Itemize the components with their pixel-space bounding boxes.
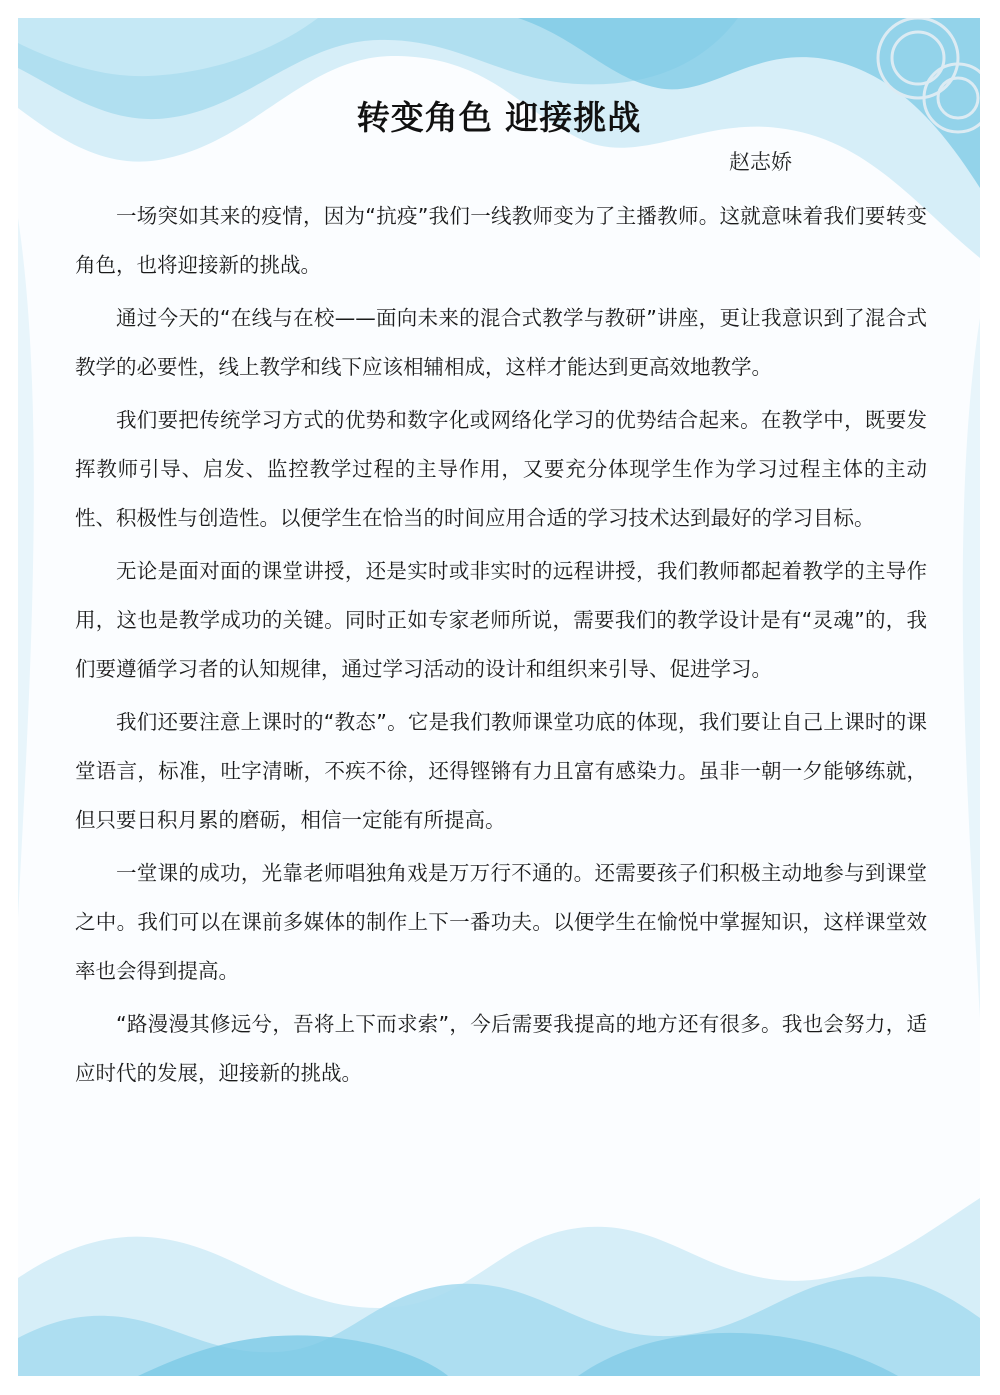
paragraph: “路漫漫其修远兮，吾将上下而求索”，今后需要我提高的地方还有很多。我也会努力，适应时代的发展，迎接新的挑战。 [75,1012,927,1085]
paragraph: 我们还要注意上课时的“教态”。它是我们教师课堂功底的体现，我们要让自己上课时的课堂语言，标准，吐字清晰，不疾不徐，还得铿锵有力且富有感染力。虽非一朝一夕能够练就，但只要日积月累的磨砺，相信一定能有所提高。 [75,710,927,832]
left-side-tint [18,218,34,918]
author-name: 赵志娇 [729,150,792,174]
page-title: 转变角色 迎接挑战 [356,98,642,137]
paragraph: 我们要把传统学习方式的优势和数字化或网络化学习的优势结合起来。在教学中，既要发挥教师引导、启发、监控教学过程的主导作用，又要充分体现学生作为学习过程主体的主动性、积极性与创造性。以便学生在恰当的时间应用合适的学习技术达到最好的学习目标。 [75,408,927,530]
paragraph: 无论是面对面的课堂讲授，还是实时或非实时的远程讲授，我们教师都起着教学的主导作用，这也是教学成功的关键。同时正如专家老师所说，需要我们的教学设计是有“灵魂”的，我们要遵循学习者的认知规律，通过学习活动的设计和组织来引导、促进学习。 [75,559,927,681]
paragraph: 一堂课的成功，光靠老师唱独角戏是万万行不通的。还需要孩子们积极主动地参与到课堂之中。我们可以在课前多媒体的制作上下一番功夫。以便学生在愉悦中掌握知识，这样课堂效率也会得到提高。 [75,861,927,983]
article-body [75,192,927,1102]
paragraph: 通过今天的“在线与在校——面向未来的混合式教学与教研”讲座，更让我意识到了混合式教学的必要性，线上教学和线下应该相辅相成，这样才能达到更高效地教学。 [75,306,927,379]
paragraph: 一场突如其来的疫情，因为“抗疫”我们一线教师变为了主播教师。这就意味着我们要转变角色，也将迎接新的挑战。 [75,204,927,277]
page-frame [18,18,980,1376]
right-side-tint [963,318,980,1018]
